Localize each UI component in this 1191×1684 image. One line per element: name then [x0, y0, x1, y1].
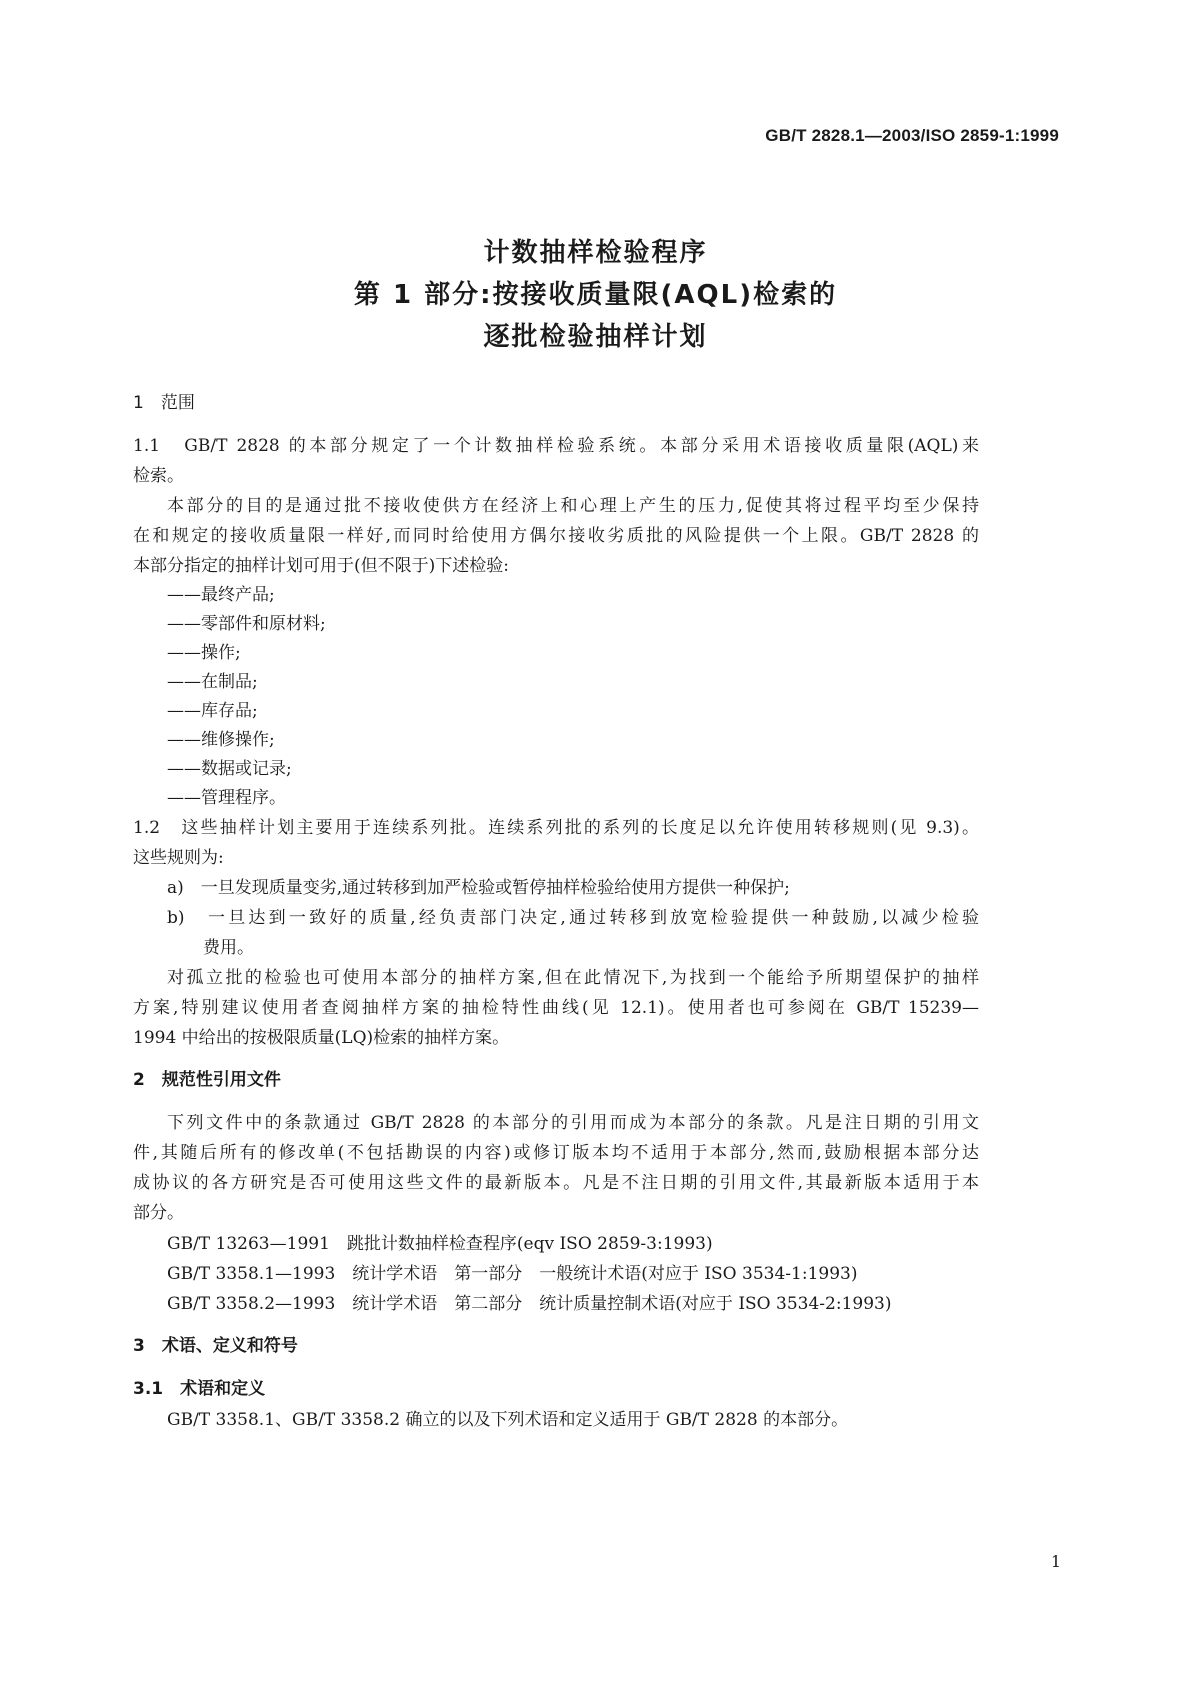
clause-1-2-line-2: 这些规则为:	[133, 848, 224, 868]
refs-para-line-1: 下列文件中的条款通过 GB/T 2828 的本部分的引用而成为本部分的条款。凡是注日期的引用文	[167, 1113, 979, 1133]
standard-number: GB/T 2828.1—2003/ISO 2859-1:1999	[765, 126, 1059, 145]
list-item: ——数据或记录;	[167, 759, 292, 779]
page-number: 1	[1050, 1552, 1061, 1571]
section-2-heading: 2 规范性引用文件	[133, 1070, 281, 1090]
list-item: ——零部件和原材料;	[167, 614, 326, 634]
section-3-heading: 3 术语、定义和符号	[133, 1336, 298, 1356]
clause-1-1-line-2: 检索。	[133, 466, 184, 486]
isolated-line-1: 对孤立批的检验也可使用本部分的抽样方案,但在此情况下,为找到一个能给予所期望保护的抽样	[167, 968, 979, 988]
list-item: ——操作;	[167, 643, 241, 663]
reference-item: GB/T 3358.1—1993 统计学术语 第一部分 一般统计术语(对应于 ISO 3534-1:1993)	[167, 1264, 858, 1284]
item-b-line-1: b) 一旦达到一致好的质量,经负责部门决定,通过转移到放宽检验提供一种鼓励,以减少检验	[167, 908, 979, 928]
clause-1-2-line-1: 1.2 这些抽样计划主要用于连续系列批。连续系列批的系列的长度足以允许使用转移规则(见 9.3)。	[133, 818, 979, 838]
reference-item: GB/T 3358.2—1993 统计学术语 第二部分 统计质量控制术语(对应于 ISO 3534-2:1993)	[167, 1294, 892, 1314]
section-3-1-heading: 3.1 术语和定义	[133, 1379, 266, 1399]
clause-1-1-line-1: 1.1 GB/T 2828 的本部分规定了一个计数抽样检验系统。本部分采用术语接收质量限(AQL)来	[133, 436, 979, 456]
isolated-line-3: 1994 中给出的按极限质量(LQ)检索的抽样方案。	[133, 1028, 510, 1048]
purpose-line-3: 本部分指定的抽样计划可用于(但不限于)下述检验:	[133, 556, 509, 576]
title-line-3: 逐批检验抽样计划	[483, 322, 708, 352]
list-item: ——维修操作;	[167, 730, 275, 750]
section-3-1-para: GB/T 3358.1、GB/T 3358.2 确立的以及下列术语和定义适用于 GB/T 2828 的本部分。	[167, 1410, 849, 1430]
isolated-line-2: 方案,特别建议使用者查阅抽样方案的抽检特性曲线(见 12.1)。使用者也可参阅在 GB/T 15239—	[133, 998, 979, 1018]
reference-item: GB/T 13263—1991 跳批计数抽样检查程序(eqv ISO 2859-3:1993)	[167, 1234, 713, 1254]
list-item: ——在制品;	[167, 672, 258, 692]
title-line-2: 第 1 部分:按接收质量限(AQL)检索的	[353, 280, 838, 310]
list-item: ——管理程序。	[167, 788, 286, 808]
item-b-line-2: 费用。	[203, 938, 254, 958]
refs-para-line-3: 成协议的各方研究是否可使用这些文件的最新版本。凡是不注日期的引用文件,其最新版本适用于本	[133, 1173, 979, 1193]
purpose-line-1: 本部分的目的是通过批不接收使供方在经济上和心理上产生的压力,促使其将过程平均至少保持	[167, 496, 979, 516]
list-item: ——库存品;	[167, 701, 258, 721]
section-1-heading: 1 范围	[133, 393, 195, 413]
list-item: ——最终产品;	[167, 585, 275, 605]
refs-para-line-2: 件,其随后所有的修改单(不包括勘误的内容)或修订版本均不适用于本部分,然而,鼓励根据本部分达	[133, 1143, 979, 1163]
refs-para-line-4: 部分。	[133, 1203, 184, 1223]
item-a: a) 一旦发现质量变劣,通过转移到加严检验或暂停抽样检验给使用方提供一种保护;	[167, 878, 790, 898]
title-line-1: 计数抽样检验程序	[483, 238, 708, 268]
purpose-line-2: 在和规定的接收质量限一样好,而同时给使用方偶尔接收劣质批的风险提供一个上限。GB/T 2828 的	[133, 526, 979, 546]
